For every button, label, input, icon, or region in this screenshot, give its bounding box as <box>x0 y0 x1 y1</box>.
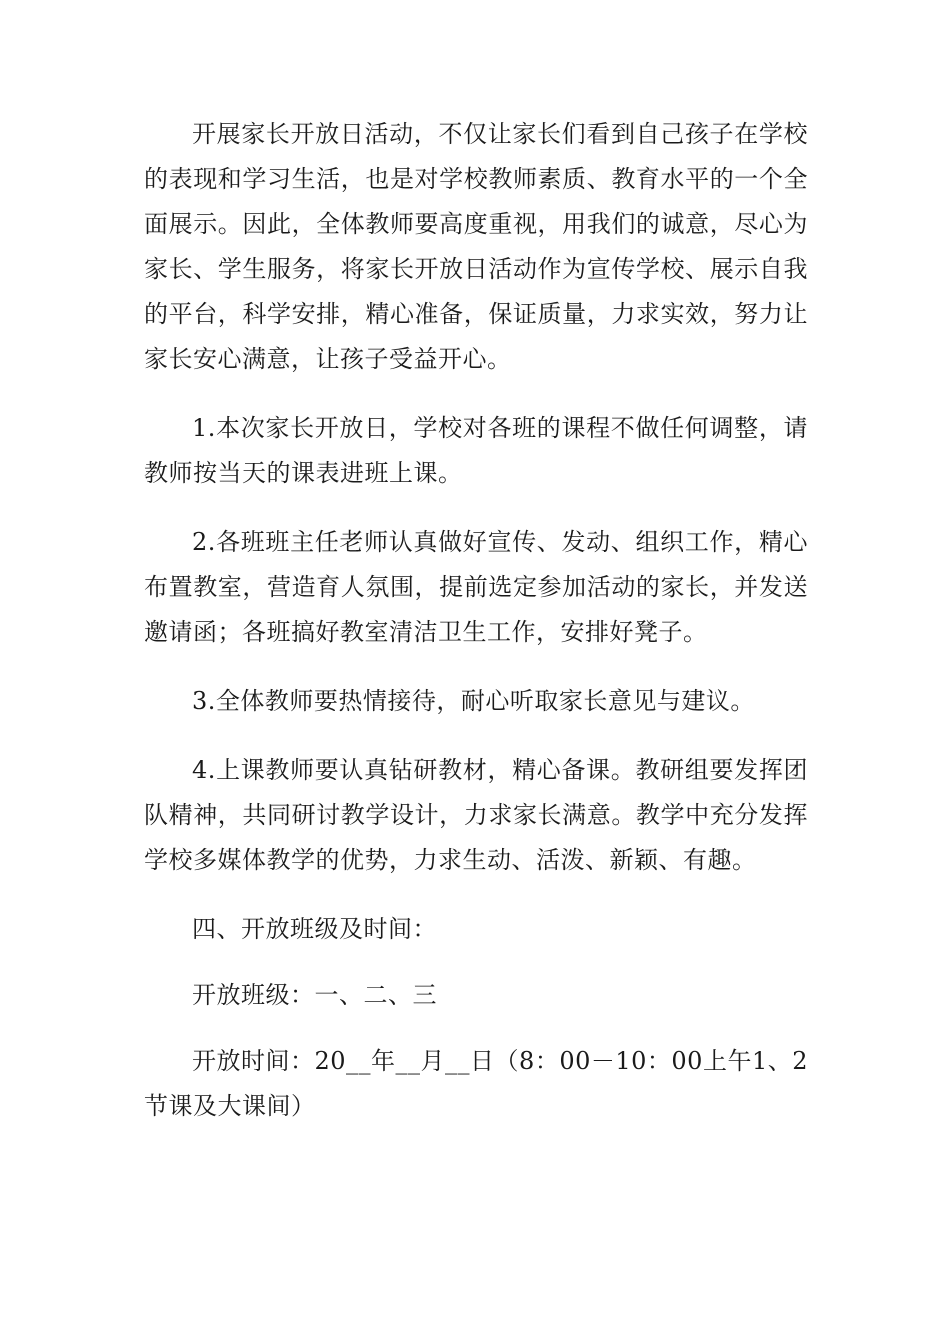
paragraph-open-classes: 开放班级：一、二、三 <box>192 981 437 1009</box>
section-heading-open-classes-time: 四、开放班级及时间： <box>192 915 437 943</box>
paragraph-item-3: 3.全体教师要热情接待，耐心听取家长意见与建议。 <box>192 687 755 715</box>
paragraph-item-2: 2.各班班主任老师认真做好宣传、发动、组织工作，精心布置教室，营造育人氛围，提前选定参加活动的家长，并发送邀请函；各班搞好教室清洁卫生工作，安排好凳子。 <box>144 528 808 646</box>
paragraph-intro: 开展家长开放日活动，不仅让家长们看到自己孩子在学校的表现和学习生活，也是对学校教师素质、教育水平的一个全面展示。因此，全体教师要高度重视，用我们的诚意，尽心为家长、学生服务，将家长开放日活动作为宣传学校、展示自我的平台，科学安排，精心准备，保证质量，力求实效，努力让家长安心满意，让孩子受益开心。 <box>144 120 808 373</box>
paragraph-item-1: 1.本次家长开放日，学校对各班的课程不做任何调整，请教师按当天的课表进班上课。 <box>144 414 808 487</box>
paragraph-item-4: 4.上课教师要认真钻研教材，精心备课。教研组要发挥团队精神，共同研讨教学设计，力求家长满意。教学中充分发挥学校多媒体教学的优势，力求生动、活泼、新颖、有趣。 <box>144 756 808 874</box>
paragraph-open-time: 开放时间：20__年__月__日（8：00－10：00上午1、2节课及大课间） <box>144 1047 808 1120</box>
document-body <box>144 112 808 1153</box>
